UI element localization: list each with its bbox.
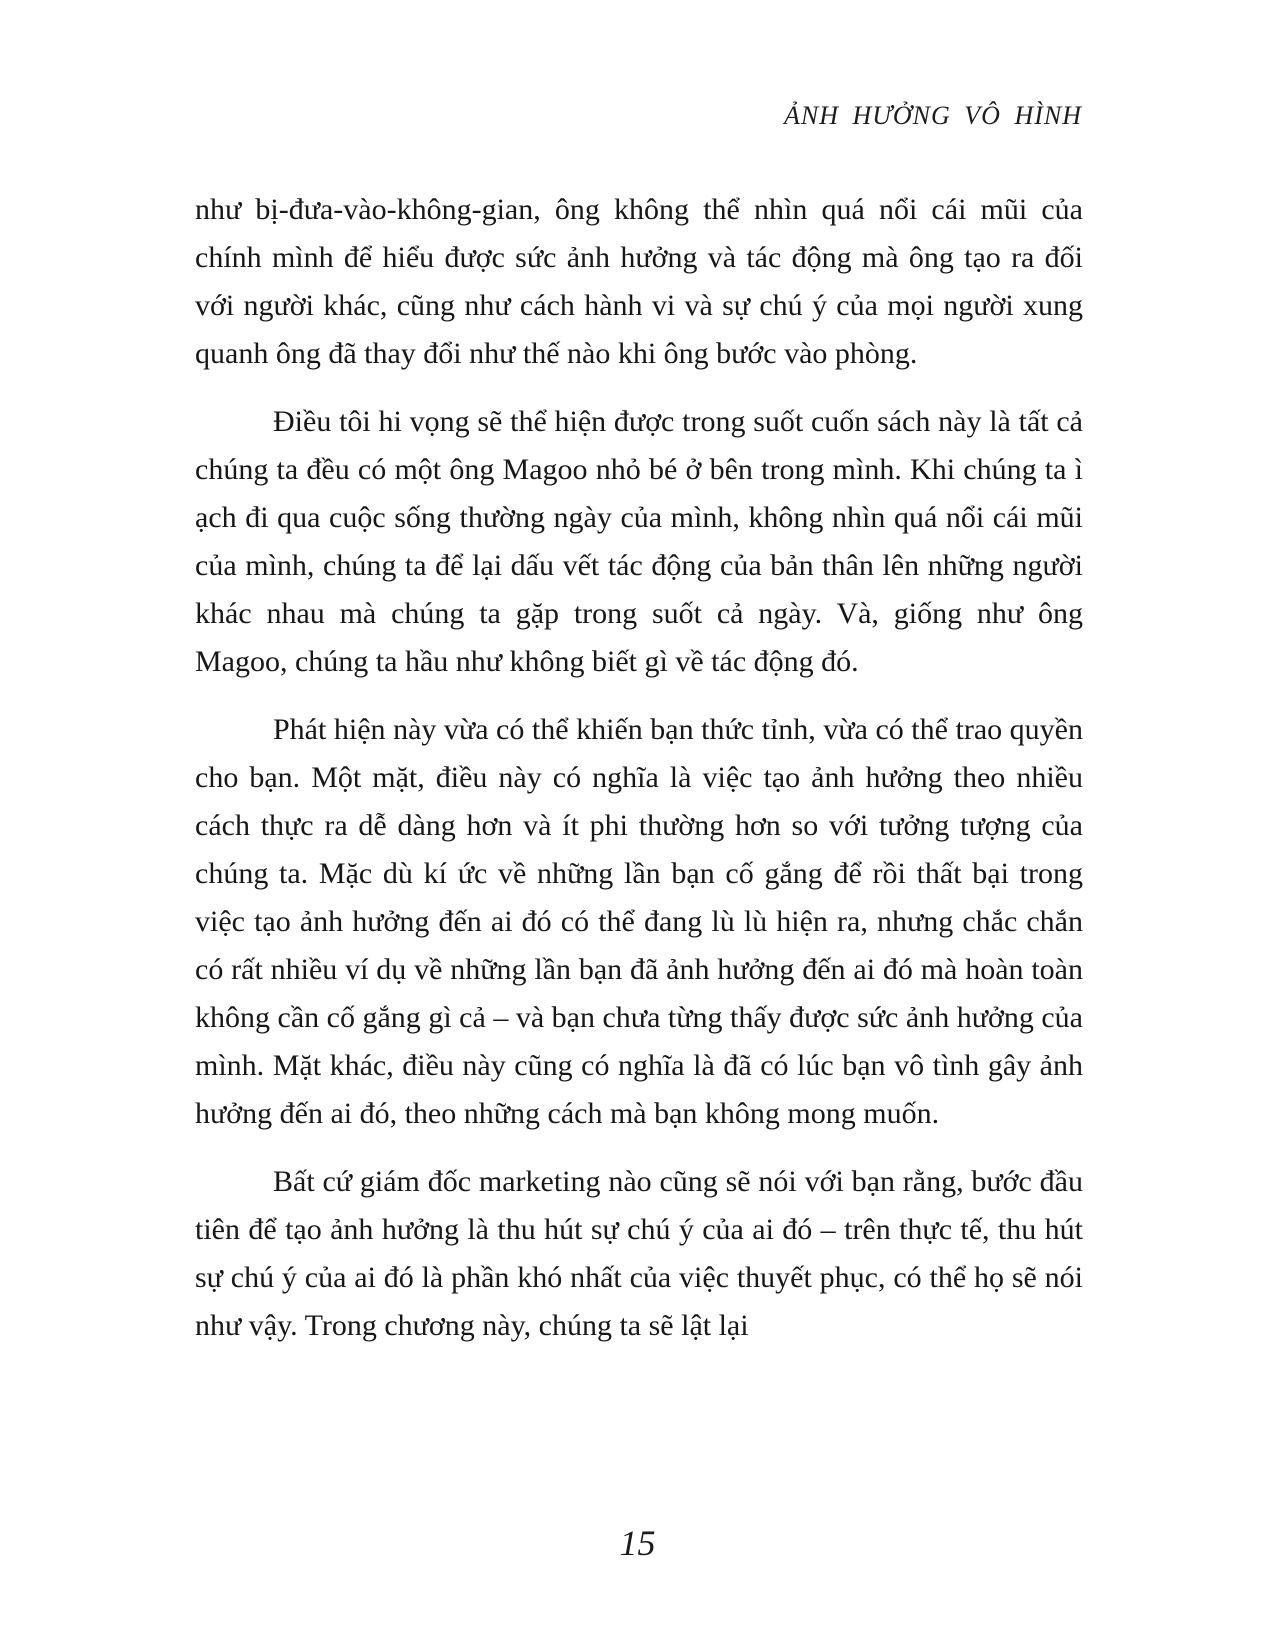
body-text-block (195, 186, 1083, 1370)
page-number: 15 (619, 1523, 656, 1563)
body-paragraph: Bất cứ giám đốc marketing nào cũng sẽ nói với bạn rằng, bước đầu tiên để tạo ảnh hưởng là thu hút sự chú ý của ai đó – trên thực tế, thu hút sự chú ý của ai đó là phần khó nhất của việc thuyết phục, có thể họ sẽ nói như vậy. Trong chương này, chúng ta sẽ lật lại (195, 1165, 1083, 1342)
body-paragraph: như bị-đưa-vào-không-gian, ông không thể nhìn quá nổi cái mũi của chính mình để hiểu được sức ảnh hưởng và tác động mà ông tạo ra đối với người khác, cũng như cách hành vi và sự chú ý của mọi người xung quanh ông đã thay đổi như thế nào khi ông bước vào phòng. (195, 193, 1083, 370)
body-paragraph: Phát hiện này vừa có thể khiến bạn thức tỉnh, vừa có thể trao quyền cho bạn. Một mặt, điều này có nghĩa là việc tạo ảnh hưởng theo nhiều cách thực ra dễ dàng hơn và ít phi thường hơn so với tưởng tượng của chúng ta. Mặc dù kí ức về những lần bạn cố gắng để rồi thất bại trong việc tạo ảnh hưởng đến ai đó có thể đang lù lù hiện ra, nhưng chắc chắn có rất nhiều ví dụ về những lần bạn đã ảnh hưởng đến ai đó mà hoàn toàn không cần cố gắng gì cả – và bạn chưa từng thấy được sức ảnh hưởng của mình. Mặt khác, điều này cũng có nghĩa là đã có lúc bạn vô tình gây ảnh hưởng đến ai đó, theo những cách mà bạn không mong muốn. (195, 713, 1083, 1130)
running-header: ẢNH HƯỞNG VÔ HÌNH (784, 101, 1082, 130)
body-paragraph: Điều tôi hi vọng sẽ thể hiện được trong suốt cuốn sách này là tất cả chúng ta đều có một ông Magoo nhỏ bé ở bên trong mình. Khi chúng ta ì ạch đi qua cuộc sống thường ngày của mình, không nhìn quá nổi cái mũi của mình, chúng ta để lại dấu vết tác động của bản thân lên những người khác nhau mà chúng ta gặp trong suốt cả ngày. Và, giống như ông Magoo, chúng ta hầu như không biết gì về tác động đó. (195, 405, 1083, 678)
